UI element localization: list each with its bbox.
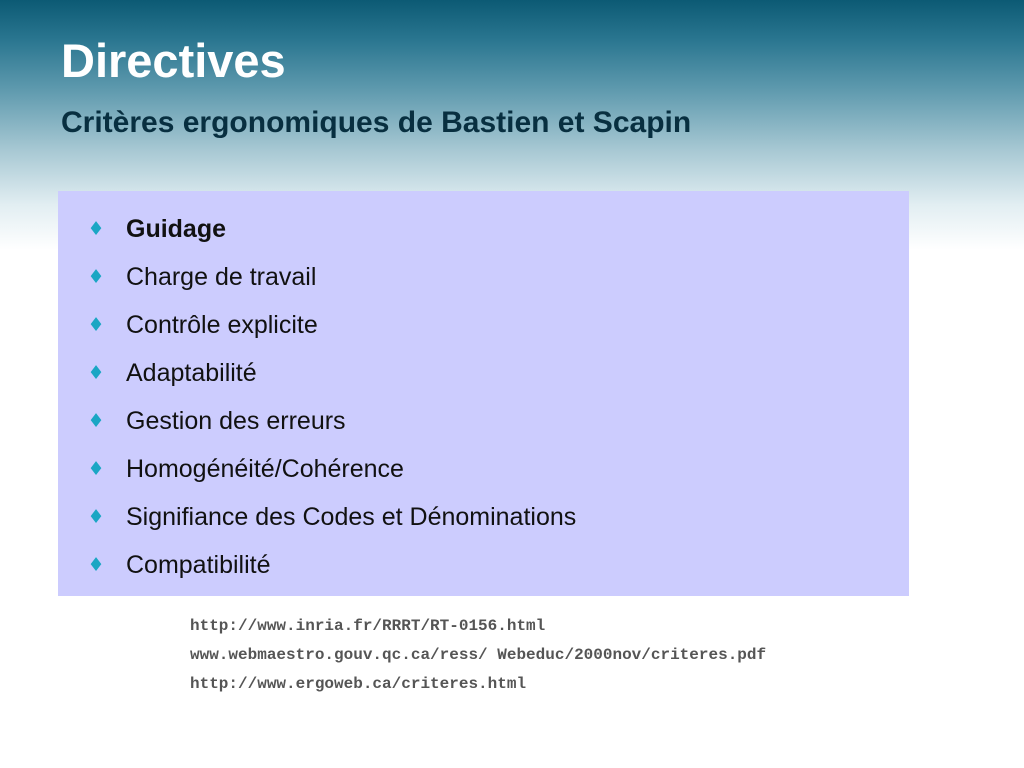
criteria-item-gestion-des-erreurs bbox=[58, 397, 909, 445]
criteria-list bbox=[58, 205, 909, 589]
slide-title: Directives bbox=[61, 34, 286, 87]
reference-links bbox=[190, 612, 766, 699]
diamond-bullet-icon: ♦ bbox=[87, 554, 105, 576]
criteria-item-label: Homogénéité/Cohérence bbox=[126, 455, 404, 483]
diamond-bullet-icon: ♦ bbox=[87, 410, 105, 432]
diamond-bullet-icon: ♦ bbox=[87, 362, 105, 384]
criteria-item-controle-explicite bbox=[58, 301, 909, 349]
criteria-item-signifiance bbox=[58, 493, 909, 541]
criteria-item-label: Signifiance des Codes et Dénominations bbox=[126, 503, 577, 531]
diamond-bullet-icon: ♦ bbox=[87, 314, 105, 336]
criteria-panel bbox=[58, 191, 909, 596]
criteria-item-compatibilite bbox=[58, 541, 909, 589]
criteria-item-homogeneite-coherence bbox=[58, 445, 909, 493]
criteria-item-label: Adaptabilité bbox=[126, 359, 257, 387]
criteria-item-label: Compatibilité bbox=[126, 551, 271, 579]
diamond-bullet-icon: ♦ bbox=[87, 266, 105, 288]
reference-link-webmaestro[interactable]: www.webmaestro.gouv.qc.ca/ress/ Webeduc/2000nov/criteres.pdf bbox=[190, 646, 767, 664]
criteria-item-guidage bbox=[58, 205, 909, 253]
criteria-item-label: Gestion des erreurs bbox=[126, 407, 346, 435]
diamond-bullet-icon: ♦ bbox=[87, 458, 105, 480]
diamond-bullet-icon: ♦ bbox=[87, 506, 105, 528]
criteria-item-label: Guidage bbox=[126, 215, 227, 243]
criteria-item-label: Contrôle explicite bbox=[126, 311, 318, 339]
reference-link-inria[interactable]: http://www.inria.fr/RRRT/RT-0156.html bbox=[190, 617, 546, 635]
criteria-item-label: Charge de travail bbox=[126, 263, 317, 291]
reference-link-ergoweb[interactable]: http://www.ergoweb.ca/criteres.html bbox=[190, 675, 527, 693]
slide-subtitle: Critères ergonomiques de Bastien et Scapin bbox=[61, 106, 692, 139]
diamond-bullet-icon: ♦ bbox=[87, 218, 105, 240]
criteria-item-adaptabilite bbox=[58, 349, 909, 397]
criteria-item-charge-de-travail bbox=[58, 253, 909, 301]
